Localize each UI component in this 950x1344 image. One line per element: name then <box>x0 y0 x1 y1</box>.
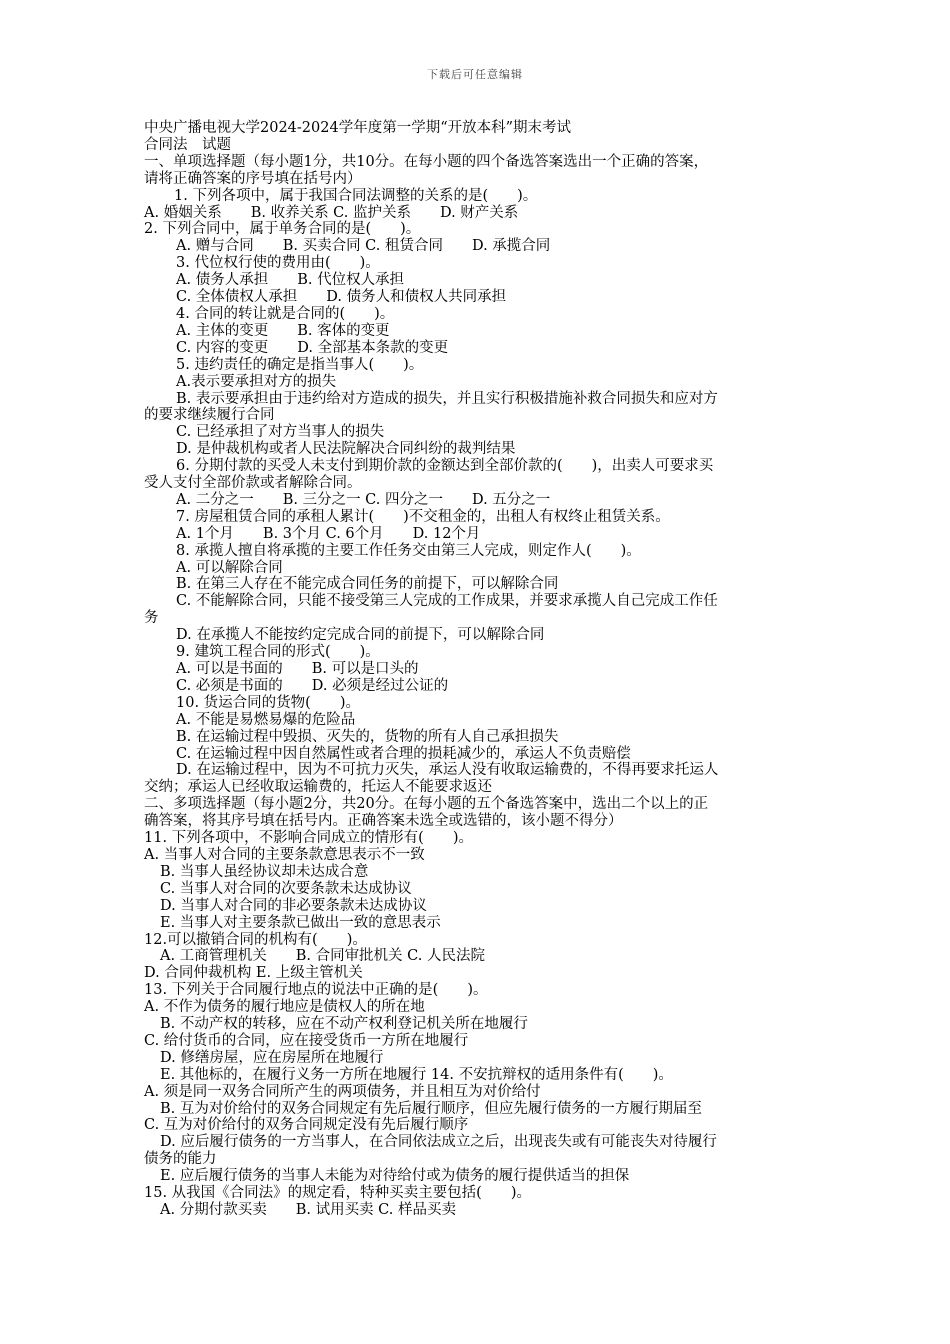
text-line: D. 修缮房屋，应在房屋所在地履行 <box>160 1049 384 1066</box>
text-line: C. 当事人对合同的次要条款未达成协议 <box>160 880 412 897</box>
text-line: A. 1个月 B. 3个月 C. 6个月 D. 12个月 <box>176 525 481 542</box>
text-line: B. 在运输过程中毁损、灭失的，货物的所有人自己承担损失 <box>176 728 559 745</box>
text-line: 15. 从我国《合同法》的规定看，特种买卖主要包括( )。 <box>144 1185 531 1202</box>
text-line: D. 在运输过程中，因为不可抗力灭失，承运人没有收取运输费的，不得再要求托运人 <box>176 762 719 779</box>
text-line: D. 是仲裁机构或者人民法院解决合同纠纷的裁判结果 <box>176 441 516 458</box>
text-line: B. 互为对价给付的双务合同规定有先后履行顺序，但应先履行债务的一方履行期届至 <box>160 1100 702 1117</box>
text-line: C. 全体债权人承担 D. 债务人和债权人共同承担 <box>176 289 507 306</box>
text-line: 6. 分期付款的买受人未支付到期价款的金额达到全部价款的( )，出卖人可要求买 <box>176 458 714 475</box>
text-line: 13. 下列关于合同履行地点的说法中正确的是( )。 <box>144 982 488 999</box>
text-line: 交纳；承运人已经收取运输费的，托运人不能要求返还 <box>144 779 492 796</box>
text-line: A. 分期付款买卖 B. 试用买卖 C. 样品买卖 <box>160 1202 456 1218</box>
exam-title: 中央广播电视大学2024-2024学年度第一学期“开放本科”期末考试 <box>144 120 572 136</box>
text-line: C. 必须是书面的 D. 必须是经过公证的 <box>176 677 449 694</box>
text-line: 2. 下列合同中，属于单务合同的是( )。 <box>144 221 421 238</box>
text-line: C. 给付货币的合同，应在接受货币一方所在地履行 <box>144 1032 469 1049</box>
text-line: C. 内容的变更 D. 全部基本条款的变更 <box>176 339 449 356</box>
text-line: A. 工商管理机关 B. 合同审批机关 C. 人民法院 <box>160 948 485 965</box>
text-line: 7. 房屋租赁合同的承租人累计( )不交租金的，出租人有权终止租赁关系。 <box>176 508 670 525</box>
text-line: D. 在承揽人不能按约定完成合同的前提下，可以解除合同 <box>176 627 545 644</box>
text-line: B. 在第三人存在不能完成合同任务的前提下，可以解除合同 <box>176 576 559 593</box>
text-line: E. 当事人对主要条款已做出一致的意思表示 <box>160 914 441 931</box>
text-line: 请将正确答案的序号填在括号内） <box>144 170 362 187</box>
text-line: A. 可以解除合同 <box>176 559 283 576</box>
text-line: 3. 代位权行使的费用由( )。 <box>176 255 380 272</box>
exam-document <box>144 120 816 1219</box>
text-line: C. 已经承担了对方当事人的损失 <box>176 424 385 441</box>
text-line: A. 可以是书面的 B. 可以是口头的 <box>176 661 419 677</box>
text-line: 债务的能力 <box>144 1151 217 1168</box>
text-line: D. 合同仲裁机构 E. 上级主管机关 <box>144 965 363 982</box>
text-line: B. 不动产权的转移，应在不动产权利登记机关所在地履行 <box>160 1016 528 1033</box>
text-line: 10. 货运合同的货物( )。 <box>176 694 360 711</box>
text-line: D. 应后履行债务的一方当事人，在合同依法成立之后，出现丧失或有可能丧失对待履行 <box>160 1134 717 1151</box>
text-line: C. 在运输过程中因自然属性或者合理的损耗减少的，承运人不负责赔偿 <box>176 745 631 762</box>
text-line: A. 主体的变更 B. 客体的变更 <box>176 322 390 339</box>
text-line: A. 婚姻关系 B. 收养关系 C. 监护关系 D. 财产关系 <box>144 204 519 221</box>
text-line: 一、单项选择题（每小题1分，共10分。在每小题的四个备选答案选出一个正确的答案， <box>144 153 709 170</box>
text-line: 12.可以撤销合同的机构有( )。 <box>144 931 367 948</box>
text-line: 9. 建筑工程合同的形式( )。 <box>176 644 380 661</box>
text-line: 二、多项选择题（每小题2分，共20分。在每小题的五个备选答案中，选出二个以上的正 <box>144 796 709 813</box>
text-line: 1. 下列各项中，属于我国合同法调整的关系的是( )。 <box>174 187 538 204</box>
text-line: 务 <box>144 610 159 627</box>
text-line: A. 不作为债务的履行地应是债权人的所在地 <box>144 999 425 1016</box>
text-line: C. 互为对价给付的双务合同规定没有先后履行顺序 <box>144 1117 469 1134</box>
text-line: A. 二分之一 B. 三分之一 C. 四分之一 D. 五分之一 <box>176 491 551 508</box>
header-note: 下载后可任意编辑 <box>427 68 523 81</box>
text-line: 5. 违约责任的确定是指当事人( )。 <box>176 356 424 373</box>
exam-subtitle: 合同法 试题 <box>144 136 231 153</box>
text-line: A. 当事人对合同的主要条款意思表示不一致 <box>144 846 425 863</box>
text-line: A. 债务人承担 B. 代位权人承担 <box>176 272 405 289</box>
text-line: D. 当事人对合同的非必要条款未达成协议 <box>160 897 427 914</box>
text-line: E. 应后履行债务的当事人未能为对待给付或为债务的履行提供适当的担保 <box>160 1168 630 1185</box>
text-line: A. 不能是易燃易爆的危险品 <box>176 711 356 728</box>
text-line: B. 当事人虽经协议却未达成合意 <box>160 863 369 880</box>
text-line: A. 赠与合同 B. 买卖合同 C. 租赁合同 D. 承揽合同 <box>176 238 551 255</box>
text-line: C. 不能解除合同，只能不接受第三人完成的工作成果，并要求承揽人自己完成工作任 <box>176 593 718 610</box>
text-line: 11. 下列各项中，不影响合同成立的情形有( )。 <box>144 830 473 847</box>
text-line: A.表示要承担对方的损失 <box>176 373 337 390</box>
text-line: 8. 承揽人擅自将承揽的主要工作任务交由第三人完成，则定作人( )。 <box>176 542 641 559</box>
text-line: 受人支付全部价款或者解除合同。 <box>144 475 362 492</box>
text-line: 4. 合同的转让就是合同的( )。 <box>176 305 395 322</box>
text-line: 确答案，将其序号填在括号内。正确答案未选全或选错的，该小题不得分） <box>144 813 623 830</box>
text-line: 的要求继续履行合同 <box>144 407 275 424</box>
exam-body <box>144 154 816 1219</box>
text-line: B. 表示要承担由于违约给对方造成的损失，并且实行积极措施补救合同损失和应对方 <box>176 390 718 407</box>
text-line: A. 须是同一双务合同所产生的两项债务，并且相互为对价给付 <box>144 1083 541 1100</box>
text-line: E. 其他标的，在履行义务一方所在地履行 14. 不安抗辩权的适用条件有( )。 <box>160 1066 673 1083</box>
